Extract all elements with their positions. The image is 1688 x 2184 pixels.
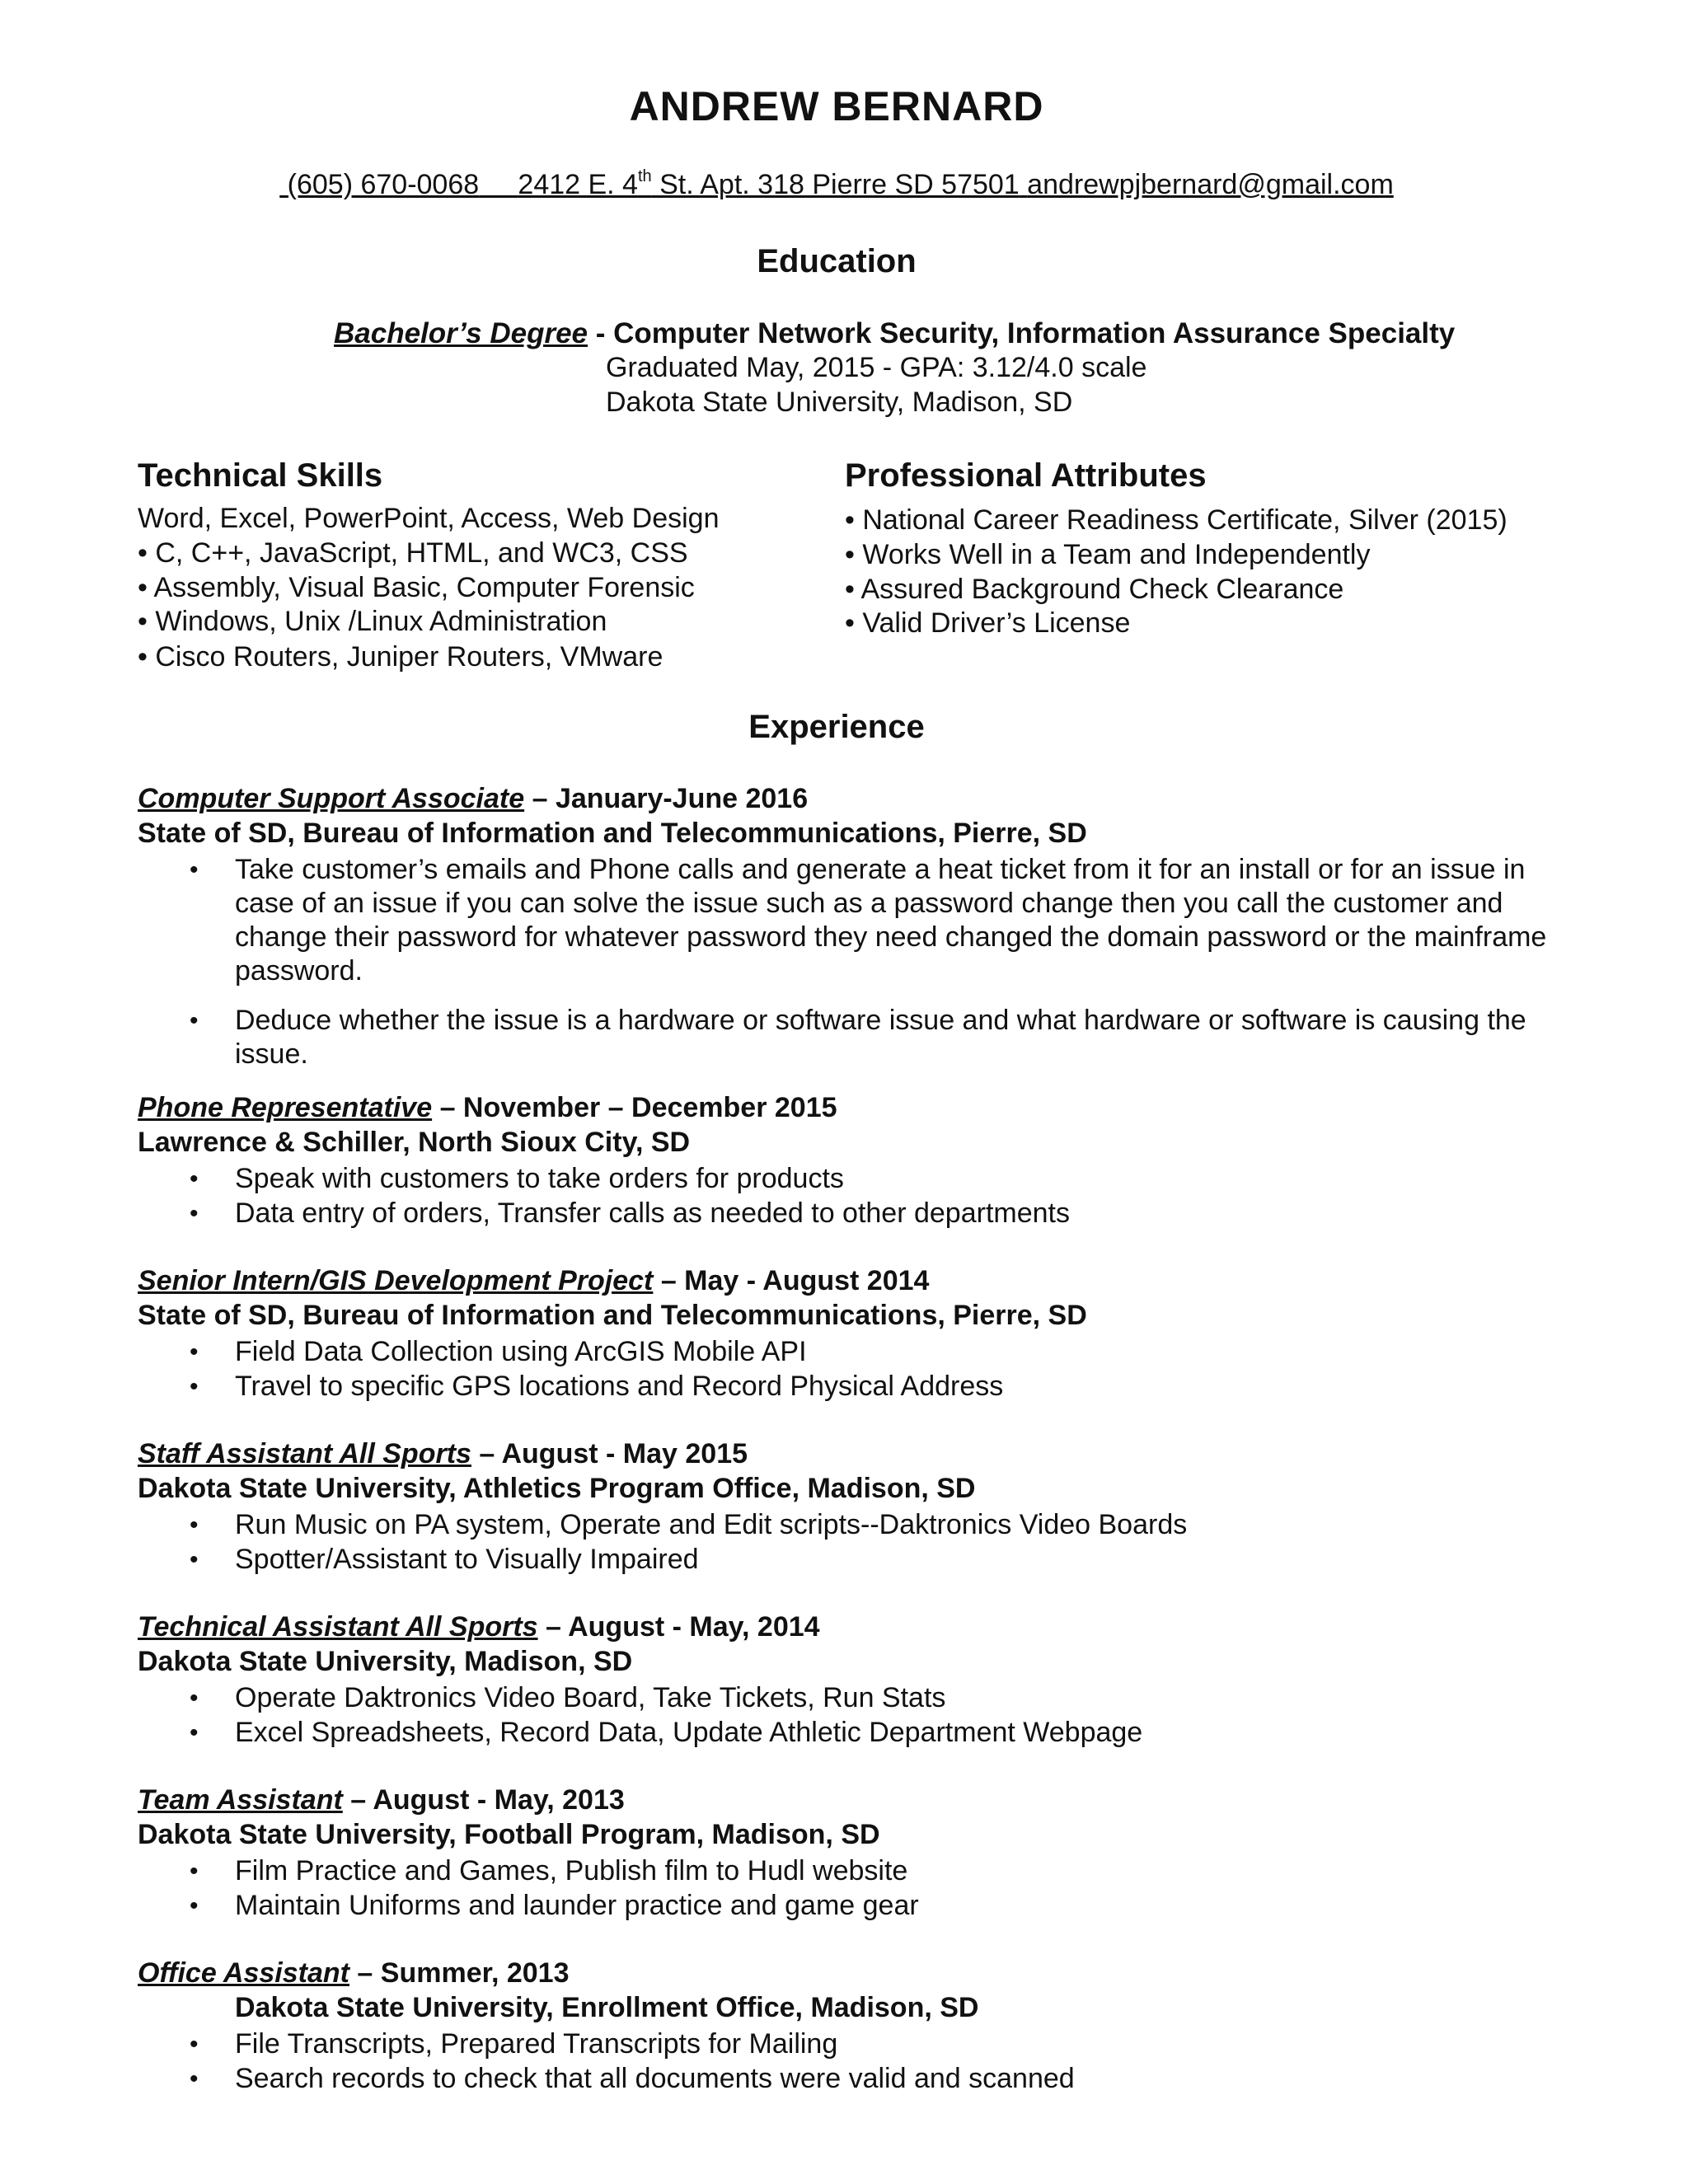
skill-item: • Cisco Routers, Juniper Routers, VMware [138,641,663,673]
bullet-icon: • [190,2031,199,2058]
duty-text: Excel Spreadsheets, Record Data, Update Athletic Department Webpage [235,1717,1143,1748]
duty-text: Deduce whether the issue is a hardware or software issue and what hardware or software is causing the issue. [235,1005,1526,1070]
job-organization: Lawrence & Schiller, North Sioux City, SD [138,1127,691,1158]
job-organization: Dakota State University, Enrollment Office, Madison, SD [235,1992,979,2023]
job-title-line [138,1611,820,1643]
bullet-icon: • [190,1165,199,1193]
skill-item: • Assembly, Visual Basic, Computer Forensic [138,572,695,603]
degree-line: Bachelor’s Degree - Computer Network Security, Information Assurance Specialty [334,317,1456,349]
duty-text: File Transcripts, Prepared Transcripts for Mailing [235,2028,838,2060]
attribute-item: • Valid Driver’s License [845,607,1131,639]
job-title-line [138,1784,625,1816]
bullet-icon: • [190,1719,199,1746]
duty-text: Travel to specific GPS locations and Record Physical Address [235,1371,1004,1402]
bullet-icon: • [190,856,199,883]
job-title-line [138,1265,929,1297]
degree-field: Computer Network Security, Information Assurance Specialty [613,317,1456,349]
email-address: andrewpjbernard@gmail.com [1027,169,1394,200]
job-role: Staff Assistant All Sports [138,1438,471,1469]
job-dates: – August - May, 2013 [342,1784,625,1816]
job-organization: State of SD, Bureau of Information and Telecommunications, Pierre, SD [138,1300,1087,1331]
job-dates: – August - May, 2014 [537,1611,820,1643]
duty-text: Search records to check that all documents were valid and scanned [235,2063,1075,2094]
skill-item: Word, Excel, PowerPoint, Access, Web Design [138,503,720,534]
job-title-line [138,1438,748,1470]
job-dates: – Summer, 2013 [349,1957,570,1989]
education-heading: Education [757,243,917,279]
bullet-icon: • [190,1338,199,1366]
duty-text: Run Music on PA system, Operate and Edit scripts--Daktronics Video Boards [235,1509,1188,1540]
bullet-icon: • [190,2065,199,2093]
bullet-icon: • [190,1546,199,1573]
job-role: Phone Representative [138,1092,433,1123]
experience-heading: Experience [748,709,925,745]
job-title-line [138,1092,837,1124]
degree-name: Bachelor’s Degree [334,317,588,349]
job-role: Team Assistant [138,1784,343,1816]
skill-item: • C, C++, JavaScript, HTML, and WC3, CSS [138,537,688,569]
job-dates: – May - August 2014 [653,1265,930,1296]
duty-text: Speak with customers to take orders for products [235,1163,844,1194]
bullet-icon: • [190,1858,199,1885]
duty-text: Data entry of orders, Transfer calls as needed to other departments [235,1197,1070,1229]
job-dates: – August - May 2015 [471,1438,748,1469]
graduation-info: Graduated May, 2015 - GPA: 3.12/4.0 scale [606,352,1147,383]
street-address: 2412 E. 4th St. Apt. 318 Pierre SD 57501 [518,167,1020,200]
applicant-name: ANDREW BERNARD [629,83,1044,129]
bullet-icon: • [190,1892,199,1919]
job-organization: State of SD, Bureau of Information and Telecommunications, Pierre, SD [138,818,1087,849]
attribute-item: • National Career Readiness Certificate, Silver (2015) [845,504,1507,536]
technical-skills-heading: Technical Skills [138,457,383,494]
duty-text: Film Practice and Games, Publish film to Hudl website [235,1855,908,1886]
bullet-icon: • [190,1373,199,1400]
job-role: Computer Support Associate [138,783,525,814]
duty-text: Maintain Uniforms and launder practice and game gear [235,1890,919,1921]
skill-item: • Windows, Unix /Linux Administration [138,606,607,637]
job-dates: – November – December 2015 [432,1092,837,1123]
job-organization: Dakota State University, Madison, SD [138,1646,633,1677]
job-title-line [138,783,808,815]
contact-line [0,169,1673,201]
bullet-icon: • [190,1007,199,1034]
school-info: Dakota State University, Madison, SD [606,387,1073,418]
duty-text: Operate Daktronics Video Board, Take Tickets, Run Stats [235,1682,946,1713]
duty-text: Take customer’s emails and Phone calls and generate a heat ticket from it for an install or for an issue in case of an issue if you can solve the issue such as a password change then you call the customer and change their password for whatever password they need changed the domain password or the mainframe password. [235,854,1547,987]
duty-text: Field Data Collection using ArcGIS Mobile API [235,1336,807,1367]
attribute-item: • Assured Background Check Clearance [845,574,1344,605]
job-role: Technical Assistant All Sports [138,1611,538,1643]
professional-attributes-heading: Professional Attributes [845,457,1207,494]
bullet-icon: • [190,1511,199,1539]
job-role: Senior Intern/GIS Development Project [138,1265,654,1296]
bullet-icon: • [190,1685,199,1712]
job-organization: Dakota State University, Athletics Program Office, Madison, SD [138,1473,976,1504]
job-role: Office Assistant [138,1957,349,1989]
bullet-icon: • [190,1200,199,1227]
attribute-item: • Works Well in a Team and Independently [845,539,1371,570]
duty-text: Spotter/Assistant to Visually Impaired [235,1544,699,1575]
job-dates: – January-June 2016 [524,783,809,814]
phone-number: (605) 670-0068 [287,169,480,200]
job-title-line [138,1957,570,1990]
job-organization: Dakota State University, Football Program, Madison, SD [138,1819,880,1850]
